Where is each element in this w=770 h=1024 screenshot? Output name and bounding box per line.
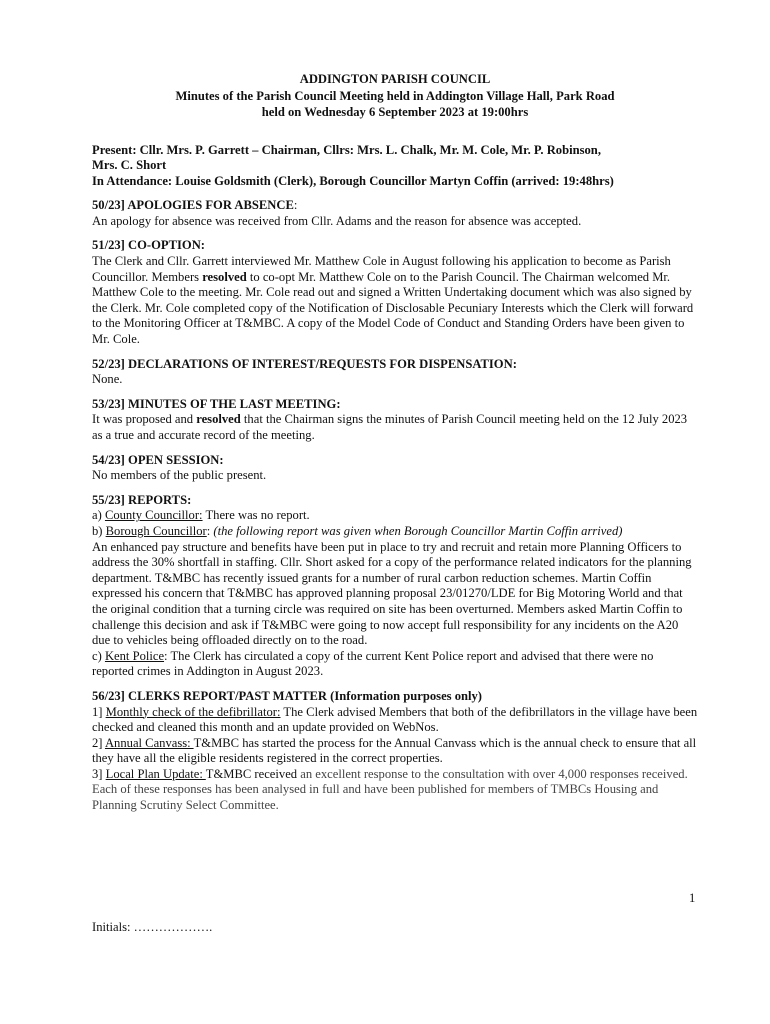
- item-text: The Clerk advised Members that both of the defibrillators in the village have been checked and cleaned this month and an update provided on WebNos.: [92, 704, 698, 735]
- item-text: : The Clerk has circulated a copy of the current Kent Police report and advised that there were no reported crimes in Addington in August 2023.: [92, 648, 654, 679]
- minutes-page: [92, 71, 698, 814]
- report-borough: [92, 524, 698, 540]
- item-text: T&MBC received: [205, 766, 301, 781]
- section-co-option: [92, 238, 698, 347]
- body-text: that the Chairman signs the minutes of Parish Council meeting held on the 12 July 2023 as a true and accurate record of the meeting.: [92, 412, 688, 442]
- body-text: to co-opt Mr. Matthew Cole on to the Parish Council. The Chairman welcomed Mr. Matthew Cole to the meeting. Mr. Cole read out and signed a Written Undertaking document which was also signed by the Clerk. Mr. Cole completed copy of the Notification of Disclosable Pecuniary Interests which the Clerk will forward to the Monitoring Officer at T&MBC. A copy of the Model Code of Conduct and Standing Orders have been given to Mr. Cole.: [92, 269, 694, 347]
- section-title: 54/23] OPEN SESSION:: [92, 452, 224, 467]
- attendance-block: [92, 143, 698, 190]
- body-text: The Clerk and Cllr. Garrett interviewed Mr. Matthew Cole in August following his application to become as Parish Councillor. Members: [92, 254, 671, 284]
- report-police: [92, 649, 698, 680]
- section-open-session: [92, 453, 698, 484]
- section-declarations: [92, 357, 698, 388]
- item-label: County Councillor:: [104, 508, 203, 523]
- meeting-title: Minutes of the Parish Council Meeting held in Addington Village Hall, Park Road: [175, 88, 615, 103]
- clerk-item-local-plan: [92, 767, 698, 814]
- present-line: Present: Cllr. Mrs. P. Garrett – Chairman, Cllrs: Mrs. L. Chalk, Mr. M. Cole, Mr. P. Robinson,: [92, 142, 601, 157]
- item-prefix: 2]: [92, 735, 105, 750]
- item-label: Monthly check of the defibrillator:: [105, 704, 281, 719]
- item-text: There was no report.: [202, 508, 310, 523]
- meeting-date: held on Wednesday 6 September 2023 at 19:00hrs: [261, 105, 529, 119]
- item-text-continued: an excellent response to the consultation with over 4,000 responses received. Each of these responses has been analysed in full and have been published for members of TMBCs Housing and Planning Scrutiny Select Committee.: [92, 766, 688, 813]
- section-body: [92, 254, 698, 348]
- section-body: No members of the public present.: [92, 468, 267, 483]
- item-prefix: b): [92, 523, 106, 538]
- report-county: [92, 508, 698, 524]
- item-note: (the following report was given when Borough Councillor Martin Coffin arrived): [213, 523, 623, 538]
- document-header: [92, 71, 698, 121]
- body-text: It was proposed and: [92, 412, 197, 427]
- section-title: 56/23] CLERKS REPORT/PAST MATTER (Information purposes only): [92, 688, 483, 703]
- clerk-item-canvass: [92, 736, 698, 767]
- present-line-continued: Mrs. C. Short: [92, 158, 167, 173]
- section-body: None.: [92, 372, 123, 387]
- item-text: T&MBC has started the process for the Annual Canvass which is the annual check to ensure that all they have all the eligible residents registered in the correct properties.: [92, 735, 697, 766]
- section-title: 50/23] APOLOGIES FOR ABSENCE: [92, 198, 294, 213]
- council-name: ADDINGTON PARISH COUNCIL: [299, 72, 491, 86]
- resolved-text: resolved: [196, 412, 241, 427]
- section-title: 53/23] MINUTES OF THE LAST MEETING:: [92, 396, 341, 411]
- item-prefix: c): [92, 648, 105, 663]
- initials-line: Initials: ……………….: [92, 920, 213, 934]
- item-label: Local Plan Update:: [105, 766, 206, 781]
- item-prefix: a): [92, 508, 105, 523]
- item-prefix: 1]: [92, 704, 106, 719]
- resolved-text: resolved: [202, 269, 247, 284]
- item-label: Kent Police: [104, 648, 165, 663]
- section-body: An apology for absence was received from Cllr. Adams and the reason for absence was accepted.: [92, 213, 582, 228]
- item-label: Annual Canvass:: [104, 735, 194, 750]
- section-title-suffix: :: [293, 198, 298, 213]
- page-number: 1: [689, 891, 696, 905]
- item-label: Borough Councillor: [105, 523, 207, 538]
- section-title: 51/23] CO-OPTION:: [92, 238, 205, 253]
- section-apologies: [92, 198, 698, 229]
- item-prefix: 3]: [92, 766, 106, 781]
- section-title: 52/23] DECLARATIONS OF INTEREST/REQUESTS FOR DISPENSATION:: [92, 356, 517, 371]
- section-body: [92, 412, 698, 443]
- clerk-item-defibrillator: [92, 705, 698, 736]
- section-reports: [92, 493, 698, 680]
- section-clerks-report: [92, 689, 698, 814]
- section-last-minutes: [92, 397, 698, 444]
- in-attendance-line: In Attendance: Louise Goldsmith (Clerk), Borough Councillor Martyn Coffin (arrived: 19:48hrs): [92, 173, 614, 188]
- item-colon: :: [206, 523, 214, 538]
- report-borough-text: An enhanced pay structure and benefits have been put in place to try and recruit and retain more Planning Officers to address the 30% shortfall in staffing. Cllr. Short asked for a copy of the performance related indicators for the planning department. T&MBC has recently issued grants for a number of rural carbon reduction schemes. Martin Coffin expressed his concern that T&MBC has approved planning proposal 23/01270/LDE for Big Motoring World and that the original condition that a turning circle was required on site has been overturned. Members asked Martin Coffin to challenge this decision and ask if T&MBC were going to now accept full responsibility for any incidents on the A20 due to vehicles being offloaded directly on to the road.: [92, 539, 692, 648]
- section-title: 55/23] REPORTS:: [92, 492, 192, 507]
